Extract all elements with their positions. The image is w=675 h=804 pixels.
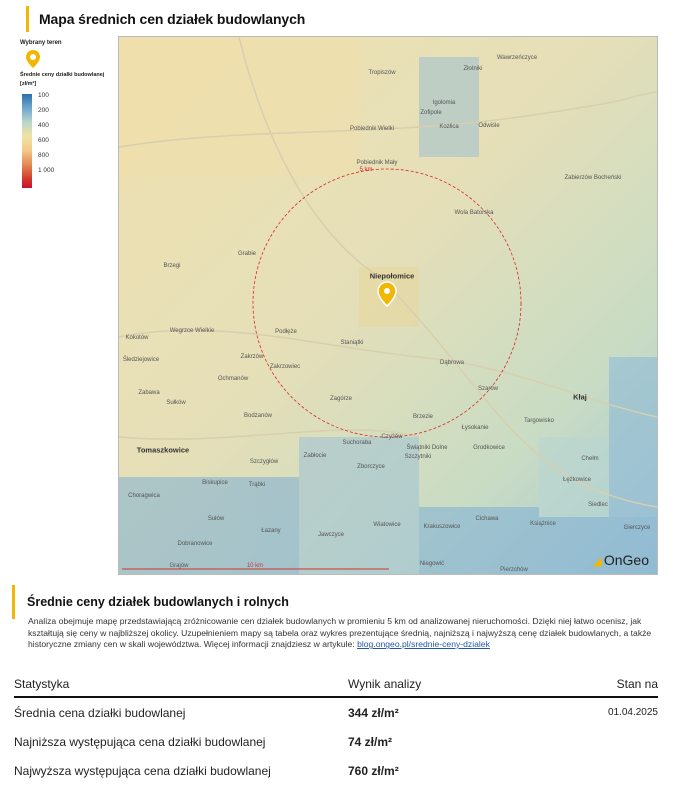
map-label: Trąbki [248,482,266,488]
ongeo-triangle-icon: ◢ [592,554,602,568]
map-label: Śledziejowice [122,357,160,363]
map-label: Dąbrowa [439,360,465,366]
map-label: Pierzchów [500,567,528,573]
map-label: Cichawa [475,516,499,522]
map-label: Odwiśle [478,123,500,129]
map-label: Tomaszkowice [136,445,190,455]
row-value: 760 zł/m² [348,763,399,778]
ongeo-logo: ◢ OnGeo [592,552,649,568]
table-row [14,727,658,756]
section-title: Średnie ceny działek budowlanych i rolnych [27,595,289,609]
section-title-bar [12,585,289,619]
map-label: Jawczyce [317,532,345,538]
map-legend [20,40,115,192]
map-label: Świątniki Dolne [406,445,448,451]
scale-tick: 200 [38,107,49,114]
map-label: Bodzanów [243,413,273,419]
map-label: Pobiednik Wielki [349,126,395,132]
map-label: Grajów [169,563,189,569]
map-label: Krakuszowice [423,524,461,530]
scale-tick: 800 [38,152,49,159]
map-label: Ochmanów [217,376,249,382]
price-map[interactable] [118,36,658,575]
map-label: Łysokanie [461,425,489,431]
map-label: Zborczyce [357,464,385,470]
map-label: Łazany [261,528,281,534]
row-label: Najwyższa występująca cena działki budowlanej [14,763,271,778]
description-text: Analiza obejmuje mapę przedstawiającą zróżnicowanie cen działek budowlanych w promieniu 5 km od analizowanej nieruchomości. Dzięki niej łatwo ocenisz, jak kształtują się ceny w najbliższej okolicy. Uzupełnieniem mapy są tabela oraz wykres prezentujące średnią, najniższą i najwyższą cenę działek budowlanych, a także historyczne zmiany cen w skali województwa. Więcej informacji znajdziesz w artykule: [28,616,652,650]
map-label: Brzegi [163,263,181,269]
header-statistic: Statystyka [14,677,70,691]
map-label: Niepołomice [369,271,415,281]
map-label: Brzezie [412,414,434,420]
map-label: Sułów [207,516,225,522]
map-label: Czyżów [381,434,403,440]
map-label: Igołomia [432,100,456,106]
map-label: Zabawa [138,390,160,396]
map-label: Podłęże [275,329,297,335]
row-value: 344 zł/m² [348,705,399,720]
map-label: Wegrzce Wielkie [169,328,215,334]
legend-selected-label: Wybrany teren [20,40,62,46]
section-description [28,616,658,651]
map-label: Szarów [477,386,499,392]
map-title: Mapa średnich cen działek budowlanych [39,11,306,27]
map-label: Zakrzowiec [269,364,301,370]
article-link[interactable]: blog.ongeo.pl/srednie-ceny-dzialek [357,639,490,650]
scale-tick: 1 000 [38,167,55,174]
map-label: Grabie [237,251,257,257]
map-label: Suchoraba [342,440,372,446]
map-label: Zofipole [420,110,442,116]
legend-unit: [zł/m²] [20,81,37,87]
map-title-bar [26,6,305,32]
map-label: Zakrzów [240,354,264,360]
map-label: Łężkowice [562,477,592,483]
map-label: Siedlec [588,502,608,508]
map-label: Tropiszów [368,70,396,76]
map-label: Choragwica [128,493,160,499]
map-label: Zabłocie [303,453,327,459]
header-result: Wynik analizy [348,677,422,691]
radius-label: 5 km [359,167,373,173]
color-scale-bar [22,94,32,188]
map-label: Zabierzów Bocheński [564,175,622,181]
stats-header [14,672,658,698]
map-label: Książnice [530,521,556,527]
map-label: Zagórze [329,396,353,402]
table-row [14,756,658,785]
map-label: Targowisko [523,418,555,424]
location-pin-icon [26,50,40,68]
legend-price-label: Średnie ceny działki budowlanej [20,72,105,78]
map-label: Pobiednik Mały [356,160,398,166]
table-row [14,698,658,727]
map-label: Szczytniki [404,454,432,460]
scale-tick: 400 [38,122,49,129]
row-date: 01.04.2025 [607,707,658,718]
map-label: Niegowić [419,561,445,567]
map-label: Szczygłów [249,459,279,465]
header-date: Stan na [616,677,658,691]
map-label: Gierczyce [623,525,651,531]
map-label: Grodkowice [473,445,505,451]
map-label: Wawrzeńczyce [496,55,538,61]
map-label: Dobranowice [177,541,213,547]
map-label: Staniątki [340,340,364,346]
scale-tick: 600 [38,137,49,144]
row-value: 74 zł/m² [348,734,393,749]
map-label: Wiatowice [373,522,401,528]
row-label: Średnia cena działki budowlanej [14,705,186,720]
map-label: Wola Batorska [454,210,494,216]
map-label: Kozłica [439,124,459,130]
map-label: Kokotów [125,335,149,341]
map-label: Złotniki [463,66,483,72]
map-label: Sułków [166,400,186,406]
map-label: Chełm [581,456,599,462]
map-canvas [119,37,657,574]
scale-bar-label: 10 km [246,563,264,569]
row-label: Najniższa występująca cena działki budowlanej [14,734,266,749]
scale-tick: 100 [38,92,49,99]
color-scale [20,92,115,192]
stats-table [14,672,658,785]
map-label: Biskupice [202,480,228,486]
map-label: Kłaj [573,392,587,402]
